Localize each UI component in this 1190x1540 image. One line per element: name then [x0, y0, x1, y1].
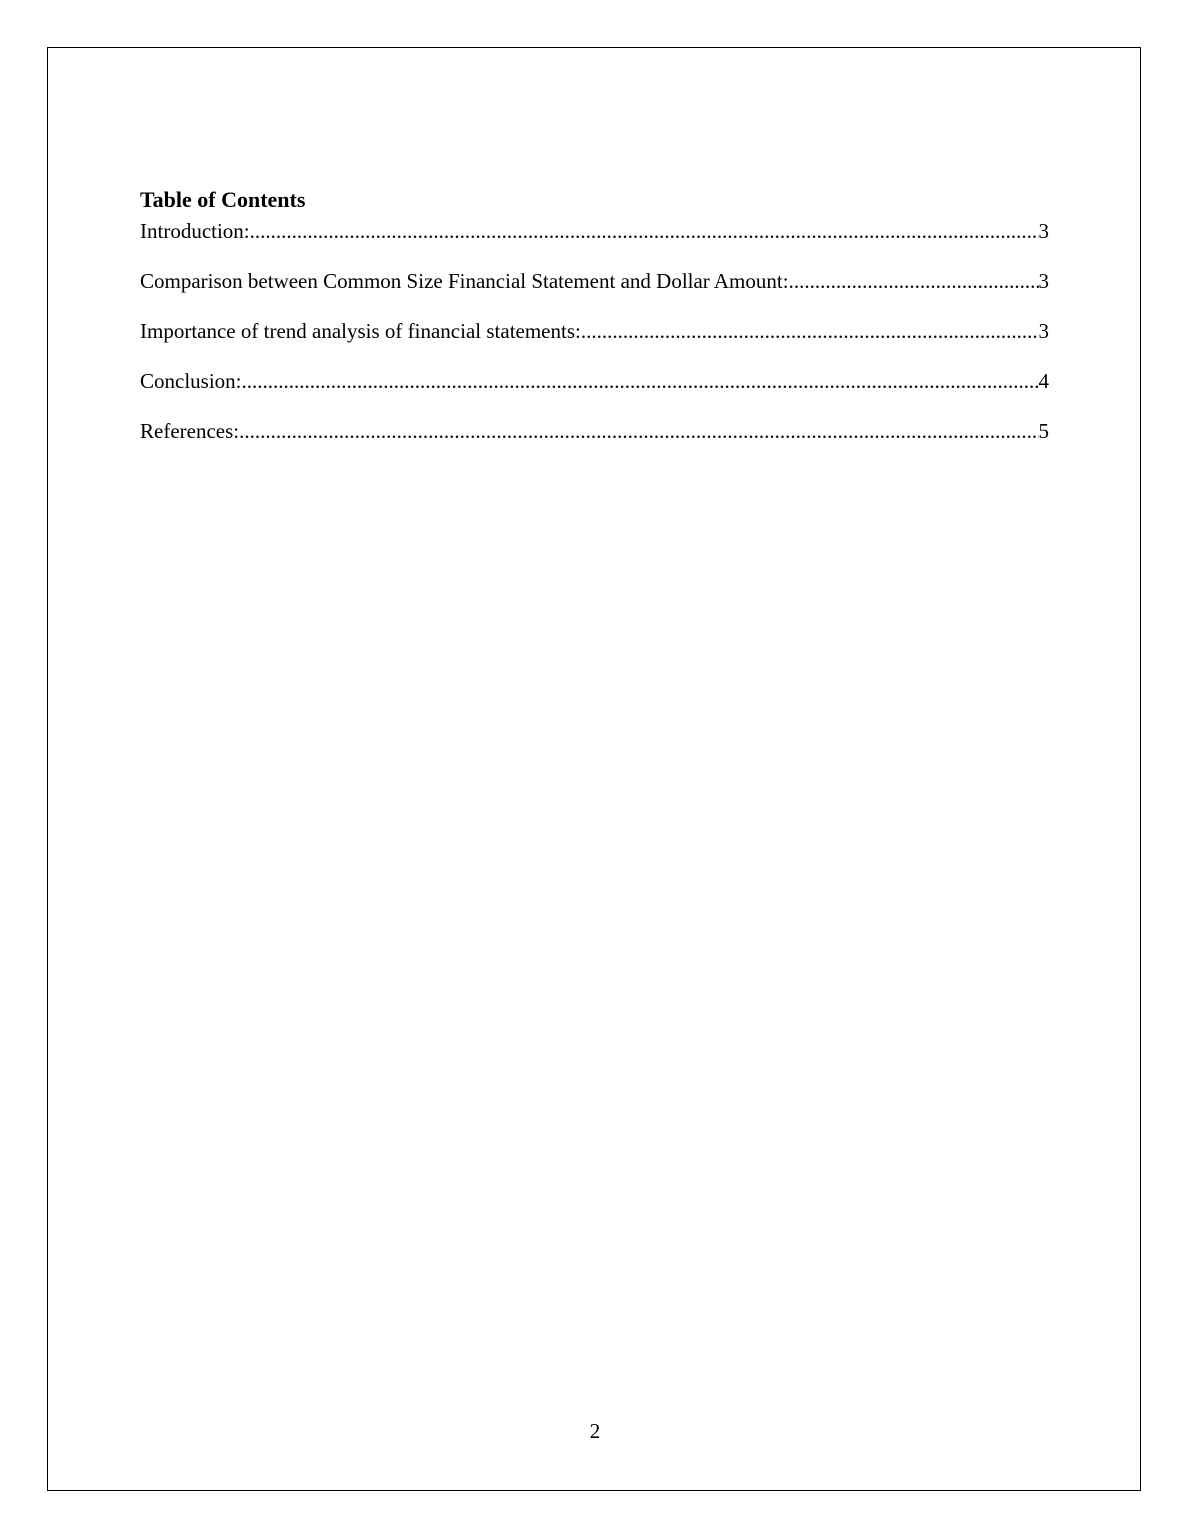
- toc-entry-title: Importance of trend analysis of financial statements:: [140, 319, 581, 343]
- toc-entry-title: Comparison between Common Size Financial Statement and Dollar Amount:: [140, 269, 789, 293]
- toc-entry-page: 3: [1038, 219, 1049, 243]
- toc-entry-references[interactable]: [140, 417, 1049, 445]
- table-of-contents: [140, 186, 1049, 467]
- toc-entry-title: Introduction:: [140, 219, 250, 243]
- toc-dot-leader: [789, 267, 1039, 295]
- toc-entry-page: 4: [1038, 369, 1049, 393]
- toc-dot-leader: [239, 417, 1038, 445]
- toc-entry-conclusion[interactable]: [140, 367, 1049, 395]
- toc-heading: Table of Contents: [140, 187, 306, 212]
- toc-list: [140, 217, 1049, 445]
- toc-dot-leader: [250, 217, 1039, 245]
- page-number: 2: [589, 1419, 601, 1443]
- toc-entry-page: 3: [1038, 319, 1049, 343]
- toc-entry-title: References:: [140, 419, 240, 443]
- toc-entry-page: 5: [1038, 419, 1049, 443]
- toc-dot-leader: [242, 367, 1039, 395]
- toc-entry-introduction[interactable]: [140, 217, 1049, 245]
- toc-entry-title: Conclusion:: [140, 369, 242, 393]
- toc-entry-importance[interactable]: [140, 317, 1049, 345]
- toc-entry-page: 3: [1038, 269, 1049, 293]
- toc-entry-comparison[interactable]: [140, 267, 1049, 295]
- toc-dot-leader: [581, 317, 1039, 345]
